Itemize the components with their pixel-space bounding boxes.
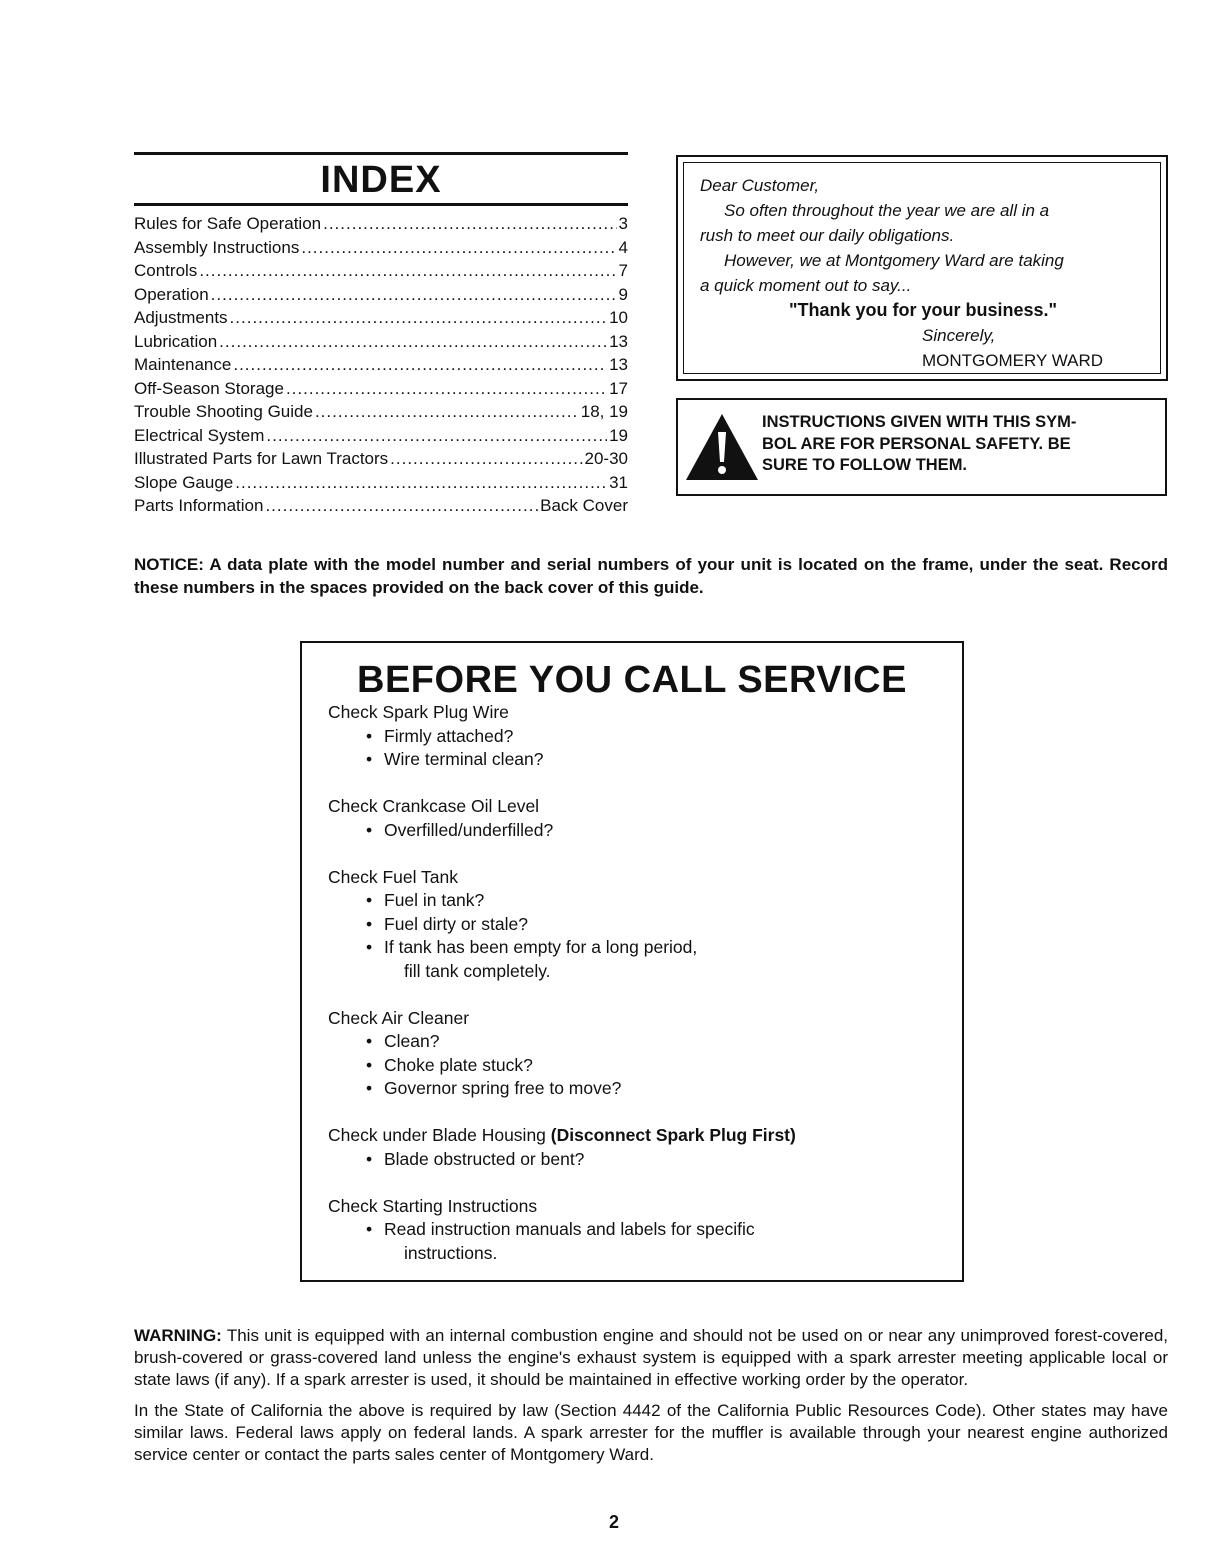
index-entry-page: 13 — [609, 355, 628, 374]
index-entry-label: Lubrication — [134, 331, 218, 351]
index-entry-label: Assembly Instructions — [134, 237, 300, 257]
index-leader-dots — [199, 259, 616, 283]
index-entry-page: 18, 19 — [580, 402, 628, 421]
bullet-icon: • — [366, 1078, 373, 1098]
bullet-icon: • — [366, 819, 373, 840]
index-leader-dots — [235, 471, 607, 495]
warning-text: This unit is equipped with an internal combustion engine and should not be used on or near any unimproved forest-covered, brush-covered or grass-covered land unless the engine's exhaust system is equipped with a spark arrester meeting applicable local or state laws (if any). If a spark arrester is used, it should be maintained in effective working order by the operator. — [134, 1326, 1168, 1389]
index-entry-label: Electrical System — [134, 425, 265, 445]
index-entry — [134, 353, 628, 377]
index-entry-label: Trouble Shooting Guide — [134, 402, 313, 421]
index-leader-dots — [323, 212, 616, 236]
index-leader-dots — [265, 494, 538, 518]
bullet-icon: • — [366, 725, 373, 746]
check-group-oil — [328, 795, 942, 842]
before-you-call-service-box — [300, 641, 964, 1282]
index-entry-page: Back Cover — [540, 496, 628, 515]
bullet-icon: • — [366, 1054, 373, 1075]
index-entry — [134, 236, 628, 260]
page-number: 2 — [608, 1512, 619, 1532]
check-bullet: • Fuel dirty or stale? — [328, 913, 942, 937]
bullet-continuation: fill tank completely. — [404, 960, 551, 981]
index-leader-dots — [211, 283, 617, 307]
california-paragraph: In the State of California the above is required by law (Section 4442 of the California Public Resources Code). Other states may have similar laws. Federal laws apply on federal lands. A spark arrester for the muffler is available through your nearest engine authorized service center or contact the parts sales center of Montgomery Ward. — [134, 1401, 1168, 1464]
index-entry-label: Off-Season Storage — [134, 378, 284, 398]
index-section — [134, 152, 628, 518]
index-leader-dots — [301, 236, 616, 260]
warning-section — [134, 1325, 1168, 1475]
notice-paragraph: NOTICE: A data plate with the model number and serial numbers of your unit is located on the frame, under the seat. Record these numbers in the spaces provided on the back cover of this guide. — [134, 555, 1168, 597]
warning-label: WARNING: — [134, 1326, 222, 1345]
index-entry — [134, 306, 628, 330]
check-bullet: • Firmly attached? — [328, 725, 942, 749]
letter-thanks: "Thank you for your business." — [788, 300, 1058, 320]
index-entry-label: Maintenance — [134, 355, 232, 374]
bullet-icon: • — [366, 749, 373, 769]
check-group-fuel — [328, 866, 942, 984]
bullet-icon: • — [366, 1148, 373, 1169]
index-leader-dots — [219, 330, 607, 354]
index-entry-page: 20-30 — [584, 449, 628, 468]
bullet-continuation: instructions. — [404, 1242, 498, 1263]
index-top-rule — [134, 152, 628, 155]
check-heading: Check Starting Instructions — [328, 1195, 538, 1216]
check-bullet: • If tank has been empty for a long period, fill tank completely. — [328, 936, 942, 983]
letter-line: So often throughout the year we are all in a — [724, 201, 1050, 220]
index-entry-page: 7 — [618, 261, 628, 280]
index-leader-dots — [266, 424, 607, 448]
check-bullet: • Read instruction manuals and labels for specific instructions. — [328, 1218, 942, 1265]
check-bullet: • Blade obstructed or bent? — [328, 1148, 942, 1172]
index-entry-label: Operation — [134, 284, 209, 304]
letter-closing: Sincerely, — [922, 326, 996, 345]
index-leader-dots — [233, 353, 607, 377]
check-heading: Check under Blade Housing (Disconnect Spark Plug First) — [328, 1125, 796, 1145]
check-group-blade — [328, 1124, 942, 1171]
check-bullet: • Fuel in tank? — [328, 889, 942, 913]
check-heading: Check Air Cleaner — [328, 1007, 470, 1028]
check-group-starting — [328, 1195, 942, 1266]
index-entry — [134, 283, 628, 307]
service-title: BEFORE YOU CALL SERVICE — [357, 659, 907, 701]
service-checklist — [328, 701, 942, 1289]
index-title-rule — [134, 203, 628, 206]
index-entry-label: Rules for Safe Operation — [134, 214, 322, 233]
warning-triangle-icon — [684, 412, 760, 482]
index-entry — [134, 471, 628, 495]
index-leader-dots — [286, 377, 607, 401]
index-leader-dots — [315, 400, 579, 424]
letter-line: However, we at Montgomery Ward are taking — [724, 251, 1064, 270]
check-bullet: • Clean? — [328, 1030, 942, 1054]
index-entry-label: Controls — [134, 261, 198, 280]
index-entry — [134, 377, 628, 401]
safety-line: BOL ARE FOR PERSONAL SAFETY. BE — [762, 434, 1071, 453]
bullet-icon: • — [366, 1219, 373, 1239]
index-list — [134, 212, 628, 518]
warning-paragraph — [134, 1325, 1168, 1391]
bullet-icon: • — [366, 1031, 373, 1051]
index-entry-label: Illustrated Parts for Lawn Tractors — [134, 449, 389, 468]
check-bullet: • Overfilled/underfilled? — [328, 819, 942, 843]
index-entry-page: 4 — [618, 237, 628, 257]
bullet-icon: • — [366, 890, 373, 910]
index-entry — [134, 330, 628, 354]
check-bullet: • Governor spring free to move? — [328, 1077, 942, 1101]
safety-notice-box — [676, 398, 1167, 496]
index-entry-page: 17 — [609, 378, 628, 398]
index-entry — [134, 212, 628, 236]
safety-line: INSTRUCTIONS GIVEN WITH THIS SYM- — [762, 413, 1077, 431]
index-entry — [134, 494, 628, 518]
safety-line: SURE TO FOLLOW THEM. — [762, 456, 968, 474]
index-entry-page: 13 — [609, 331, 628, 351]
safety-text — [762, 412, 1157, 477]
index-leader-dots — [390, 447, 582, 471]
check-heading: Check Crankcase Oil Level — [328, 796, 540, 816]
index-entry-page: 3 — [618, 214, 628, 233]
index-entry — [134, 447, 628, 471]
index-entry-page: 31 — [609, 472, 628, 492]
index-title: INDEX — [320, 159, 442, 201]
customer-letter-inner — [683, 162, 1161, 374]
customer-letter-box — [676, 155, 1168, 381]
check-group-spark-plug — [328, 701, 942, 772]
index-entry — [134, 400, 628, 424]
bullet-icon: • — [366, 937, 373, 957]
check-heading-emphasis: (Disconnect Spark Plug First) — [550, 1125, 796, 1145]
index-leader-dots — [230, 306, 608, 330]
letter-greeting: Dear Customer, — [700, 176, 820, 195]
check-bullet: • Wire terminal clean? — [328, 748, 942, 772]
letter-line: rush to meet our daily obligations. — [700, 226, 955, 245]
letter-signature: MONTGOMERY WARD — [922, 351, 1104, 370]
check-bullet: • Choke plate stuck? — [328, 1054, 942, 1078]
index-entry-page: 10 — [609, 308, 628, 327]
index-entry-label: Adjustments — [134, 308, 228, 327]
check-heading: Check Fuel Tank — [328, 866, 459, 887]
index-entry — [134, 424, 628, 448]
index-entry-label: Parts Information — [134, 496, 264, 515]
index-entry-page: 9 — [618, 284, 628, 304]
check-heading: Check Spark Plug Wire — [328, 702, 509, 722]
check-group-air-cleaner — [328, 1007, 942, 1101]
letter-line: a quick moment out to say... — [700, 276, 912, 295]
bullet-icon: • — [366, 913, 373, 934]
index-entry-label: Slope Gauge — [134, 472, 234, 492]
index-entry — [134, 259, 628, 283]
index-entry-page: 19 — [609, 425, 628, 445]
